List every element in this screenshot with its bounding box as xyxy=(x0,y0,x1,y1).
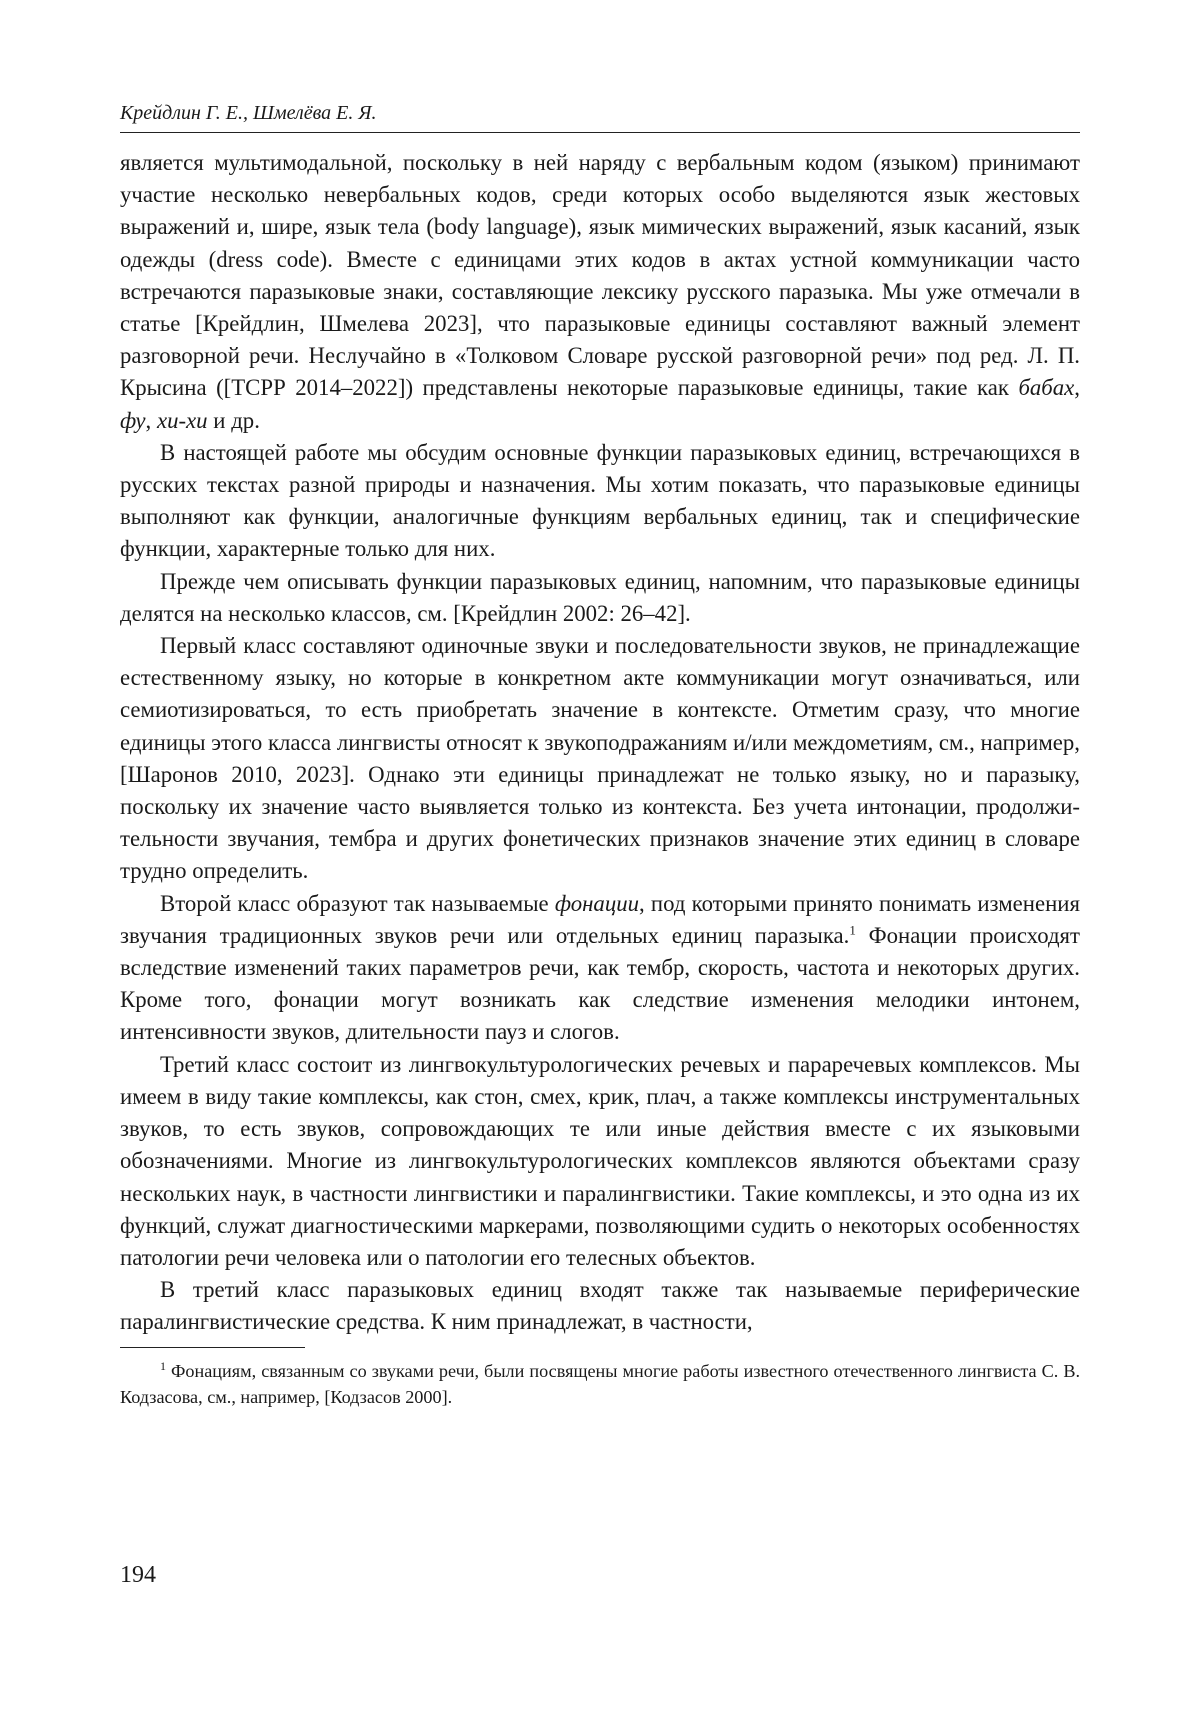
paragraph-4: Первый класс составляют одиночные звуки и последовательности звуков, не принадлежащие естественному языку, но которые в конкретном акте коммуникации могут означиваться, или семиотизироваться, то есть приобретать значение в контексте. Отметим сразу, что многие единицы этого класса лингвисты относят к звукоподражаниям и/или междометиям, см., например, [Шаронов 2010, 2023]. Однако эти единицы принадлежат не только языку, но и паразыку, поскольку их значение часто выявляется только из контекста. Без учета интонации, продолжительности звучания, тембра и других фонетических признаков значение этих единиц в словаре трудно определить. xyxy=(120,633,1080,884)
separator: , xyxy=(145,407,157,433)
paragraph-7: В третий класс паразыковых единиц входят также так называемые периферические паралингвистические средства. К ним принадлежат, в частности, xyxy=(120,1277,1080,1335)
paragraph-3: Прежде чем описывать функции паразыковых единиц, напомним, что паразыковые единицы делятся на несколько классов, см. [Крейдлин 2002: 26–42]. xyxy=(120,568,1080,626)
paragraph-1 xyxy=(120,147,1080,437)
page-number: 194 xyxy=(120,1562,156,1588)
page xyxy=(120,100,1080,1410)
paragraph-1-text: является мультимодальной, поскольку в ней наряду с вербальным кодом (языком) принимают участие несколько невербальных кодов, среди которых особо выделяются язык жестовых выражений и, шире, язык тела (body language), язык мимических выражений, язык касаний, язык одежды (dress code). Вместе с единицами этих кодов в актах устной коммуникации часто встречаются паразыковые знаки, составляющие лексику русского паразыка. Мы уже отмечали в статье [Крейдлин, Шмелева 2023], что паразыковые единицы составляют важный элемент разговорной речи. Неслучайно в «Толковом Словаре русской разговорной речи» под ред. Л. П. Крысина ([ТСРР 2014–2022]) представлены некоторые паразыковые единицы, такие как xyxy=(120,150,1080,401)
footnote-marker: 1 xyxy=(160,1358,166,1373)
italic-term-khi-khi: хи-хи xyxy=(156,407,208,433)
paragraph-5-text-3: Фонации происходят вследствие изменений таких параметров речи, как тембр, скорость, частота и некоторых других. Кроме того, фонации могут возникать как следствие изменения мелодики интонем, интенсивности звуков, длительности пауз и слогов. xyxy=(120,922,1080,1045)
body-text xyxy=(120,147,1080,1339)
paragraph-5-text-2: , под которыми принято понимать изменения звучания традиционных звуков речи или отдельных единиц паразыка. xyxy=(120,890,1080,948)
footnote-reference[interactable]: 1 xyxy=(849,922,856,938)
paragraph-5-text: Второй класс образуют так называемые xyxy=(160,890,555,916)
italic-term-babakh: бабах xyxy=(1018,375,1075,401)
paragraph-6: Третий класс состоит из лингвокультурологических речевых и параречевых комплексов. Мы имеем в виду такие комплексы, как стон, смех, крик, плач, а также комплексы инструментальных звуков, то есть звуков, сопровождающих те или иные действия вместе с их языковыми обозначениями. Многие из лингвокультурологических комплексов являются объектами сразу нескольких наук, в частности лингвистики и паралингвистики. Такие комплексы, и это одна из их функций, служат диагностическими маркерами, позволяющими судить о некоторых особенностях патологии речи человека или о патологии его телесных объектов. xyxy=(120,1051,1080,1270)
paragraph-5 xyxy=(120,888,1080,1049)
footnote-text: Фонациям, связанным со звуками речи, были посвящены многие работы известного отечественного лингвиста С. В. Кодзасова, см., например, [Кодзасов 2000]. xyxy=(120,1360,1080,1407)
footnote xyxy=(120,1358,1080,1410)
footnote-divider xyxy=(120,1347,305,1348)
italic-term-fonatsii: фонации xyxy=(554,890,640,916)
paragraph-1-tail: и др. xyxy=(207,407,260,433)
running-head: Крейдлин Г. Е., Шмелёва Е. Я. xyxy=(120,100,1080,133)
paragraph-2: В настоящей работе мы обсудим основные функции паразыковых единиц, встречающихся в русских текстах разной природы и назначения. Мы хотим показать, что паразыковые единицы выполняют как функции, аналогичные функциям вербальных единиц, так и специфические функции, характерные только для них. xyxy=(120,439,1080,562)
separator: , xyxy=(1074,375,1080,401)
italic-term-fu: фу xyxy=(120,407,146,433)
